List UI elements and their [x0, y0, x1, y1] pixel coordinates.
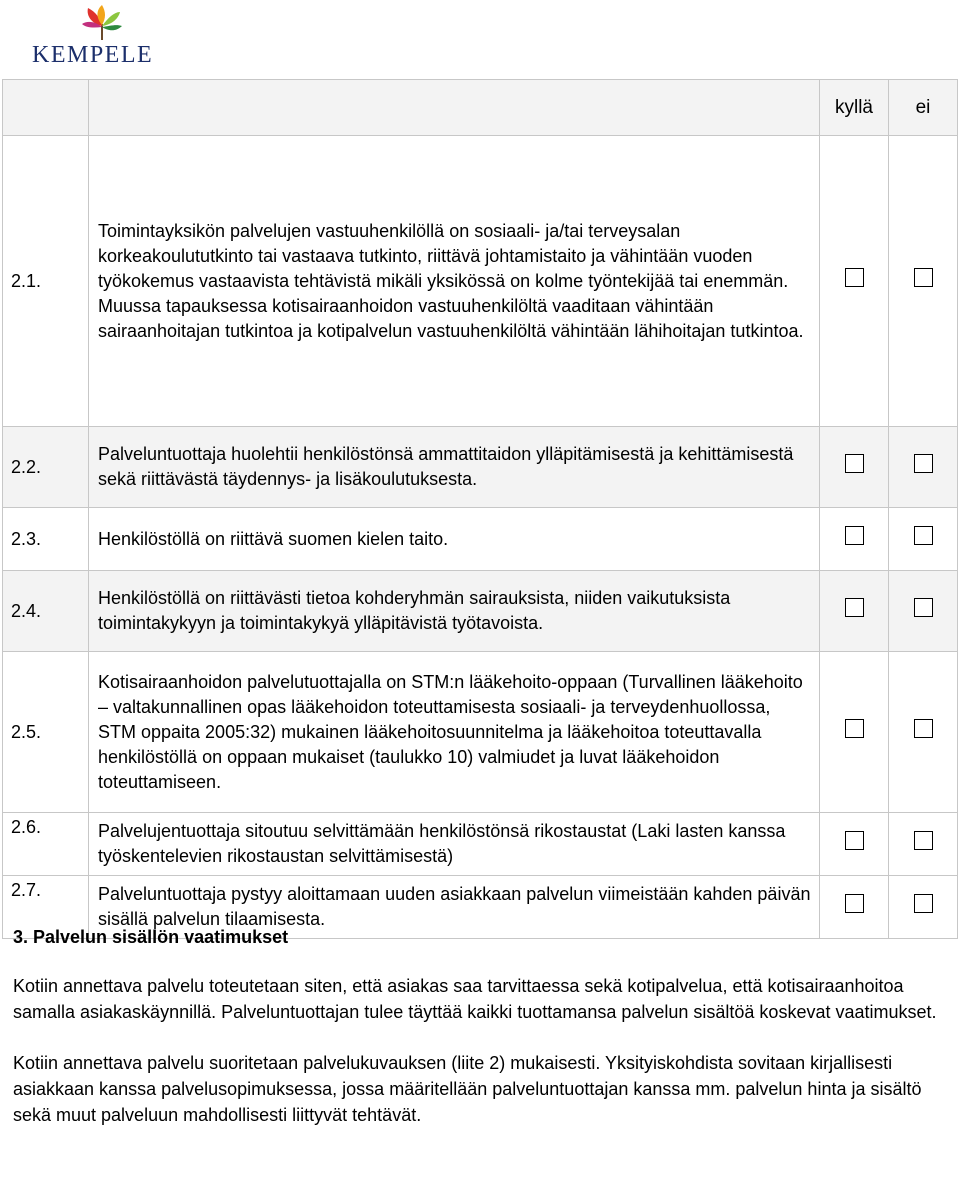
yes-checkbox[interactable] — [845, 831, 864, 850]
row-text: Henkilöstöllä on riittävästi tietoa kohderyhmän sairauksista, niiden vaikutuksista toimintakykyyn ja toimintakykyä ylläpitävistä työtavoista. — [89, 571, 820, 652]
no-checkbox-cell — [889, 136, 958, 427]
yes-checkbox-cell — [820, 136, 889, 427]
row-text: Toimintayksikön palvelujen vastuuhenkilöllä on sosiaali- ja/tai terveysalan korkeakoulututkinto tai vastaava tutkinto, riittävä johtamistaito ja vähintään vuoden työkokemus vastaavista tehtävistä mikäli yksikössä on kolme työntekijää tai enemmän. Muussa tapauksessa kotisairaanhoidon vastuuhenkilöltä vaaditaan vähintään sairaanhoitajan tutkintoa ja kotipalvelun vastuuhenkilöltä vähintään lähihoitajan tutkintoa. — [89, 136, 820, 427]
section-3 — [13, 924, 948, 1153]
no-checkbox-cell — [889, 427, 958, 508]
no-checkbox-cell — [889, 508, 958, 571]
section-heading: 3. Palvelun sisällön vaatimukset — [13, 927, 289, 947]
yes-checkbox-cell — [820, 652, 889, 813]
row-text: Palvelujentuottaja sitoutuu selvittämään henkilöstönsä rikostaustat (Laki lasten kanssa työskentelevien rikostaustan selvittämisestä) — [89, 813, 820, 876]
requirements-table — [2, 79, 958, 939]
table-row — [3, 508, 958, 571]
no-checkbox[interactable] — [914, 268, 933, 287]
row-text: Palveluntuottaja pystyy aloittamaan uuden asiakkaan palvelun viimeistään kahden päivän sisällä palvelun tilaamisesta. — [89, 876, 820, 939]
no-checkbox-cell — [889, 571, 958, 652]
row-number: 2.4. — [3, 571, 89, 652]
kempele-logo — [32, 4, 172, 68]
yes-checkbox[interactable] — [845, 526, 864, 545]
no-checkbox-cell — [889, 813, 958, 876]
row-number: 2.1. — [3, 136, 89, 427]
table-row — [3, 652, 958, 813]
row-number: 2.5. — [3, 652, 89, 813]
row-number: 2.2. — [3, 427, 89, 508]
row-number: 2.7. — [3, 876, 89, 939]
logo-text: KEMPELE — [32, 42, 154, 68]
table-row — [3, 571, 958, 652]
header-empty-cell — [3, 80, 89, 136]
row-text: Kotisairaanhoidon palvelutuottajalla on STM:n lääkehoito-oppaan (Turvallinen lääkehoito – valtakunnallinen opas lääkehoidon toteuttamisesta sosiaali- ja terveydenhuollossa, STM oppaita 2005:32) mukainen lääkehoitosuunnitelma ja lääkehoitoa toteuttavalla henkilöstöllä on oppaan mukaiset (taulukko 10) valmiudet ja luvat lääkehoidon toteuttamiseen. — [89, 652, 820, 813]
no-checkbox[interactable] — [914, 598, 933, 617]
section-paragraph: Kotiin annettava palvelu toteutetaan siten, että asiakas saa tarvittaessa sekä kotipalvelua, että kotisairaanhoitoa samalla asiakaskäynnillä. Palveluntuottajan tulee täyttää kaikki tuottamansa palvelun sisältöä koskevat vaatimukset. — [13, 976, 937, 1022]
header-yes: kyllä — [820, 80, 889, 136]
header-empty-cell — [89, 80, 820, 136]
no-checkbox[interactable] — [914, 719, 933, 738]
yes-checkbox[interactable] — [845, 719, 864, 738]
table-row — [3, 813, 958, 876]
yes-checkbox[interactable] — [845, 894, 864, 913]
row-text: Henkilöstöllä on riittävä suomen kielen taito. — [89, 508, 820, 571]
yes-checkbox-cell — [820, 427, 889, 508]
yes-checkbox[interactable] — [845, 598, 864, 617]
row-number: 2.6. — [3, 813, 89, 876]
header-no: ei — [889, 80, 958, 136]
table-row — [3, 427, 958, 508]
yes-checkbox[interactable] — [845, 454, 864, 473]
no-checkbox[interactable] — [914, 831, 933, 850]
tree-logo-icon — [80, 4, 124, 42]
yes-checkbox-cell — [820, 508, 889, 571]
yes-checkbox[interactable] — [845, 268, 864, 287]
no-checkbox[interactable] — [914, 526, 933, 545]
row-text: Palveluntuottaja huolehtii henkilöstönsä ammattitaidon ylläpitämisestä ja kehittämisestä sekä riittävästä täydennys- ja lisäkoulutuksesta. — [89, 427, 820, 508]
no-checkbox-cell — [889, 652, 958, 813]
table-header-row — [3, 80, 958, 136]
no-checkbox[interactable] — [914, 454, 933, 473]
section-paragraph: Kotiin annettava palvelu suoritetaan palvelukuvauksen (liite 2) mukaisesti. Yksityiskohdista sovitaan kirjallisesti asiakkaan kanssa palvelusopimuksessa, jossa määritellään palveluntuottajan kanssa mm. palvelun hinta ja sisältö sekä muut palveluun mahdollisesti liittyvät tehtävät. — [13, 1053, 922, 1125]
table-row — [3, 136, 958, 427]
no-checkbox[interactable] — [914, 894, 933, 913]
row-number: 2.3. — [3, 508, 89, 571]
yes-checkbox-cell — [820, 813, 889, 876]
yes-checkbox-cell — [820, 571, 889, 652]
